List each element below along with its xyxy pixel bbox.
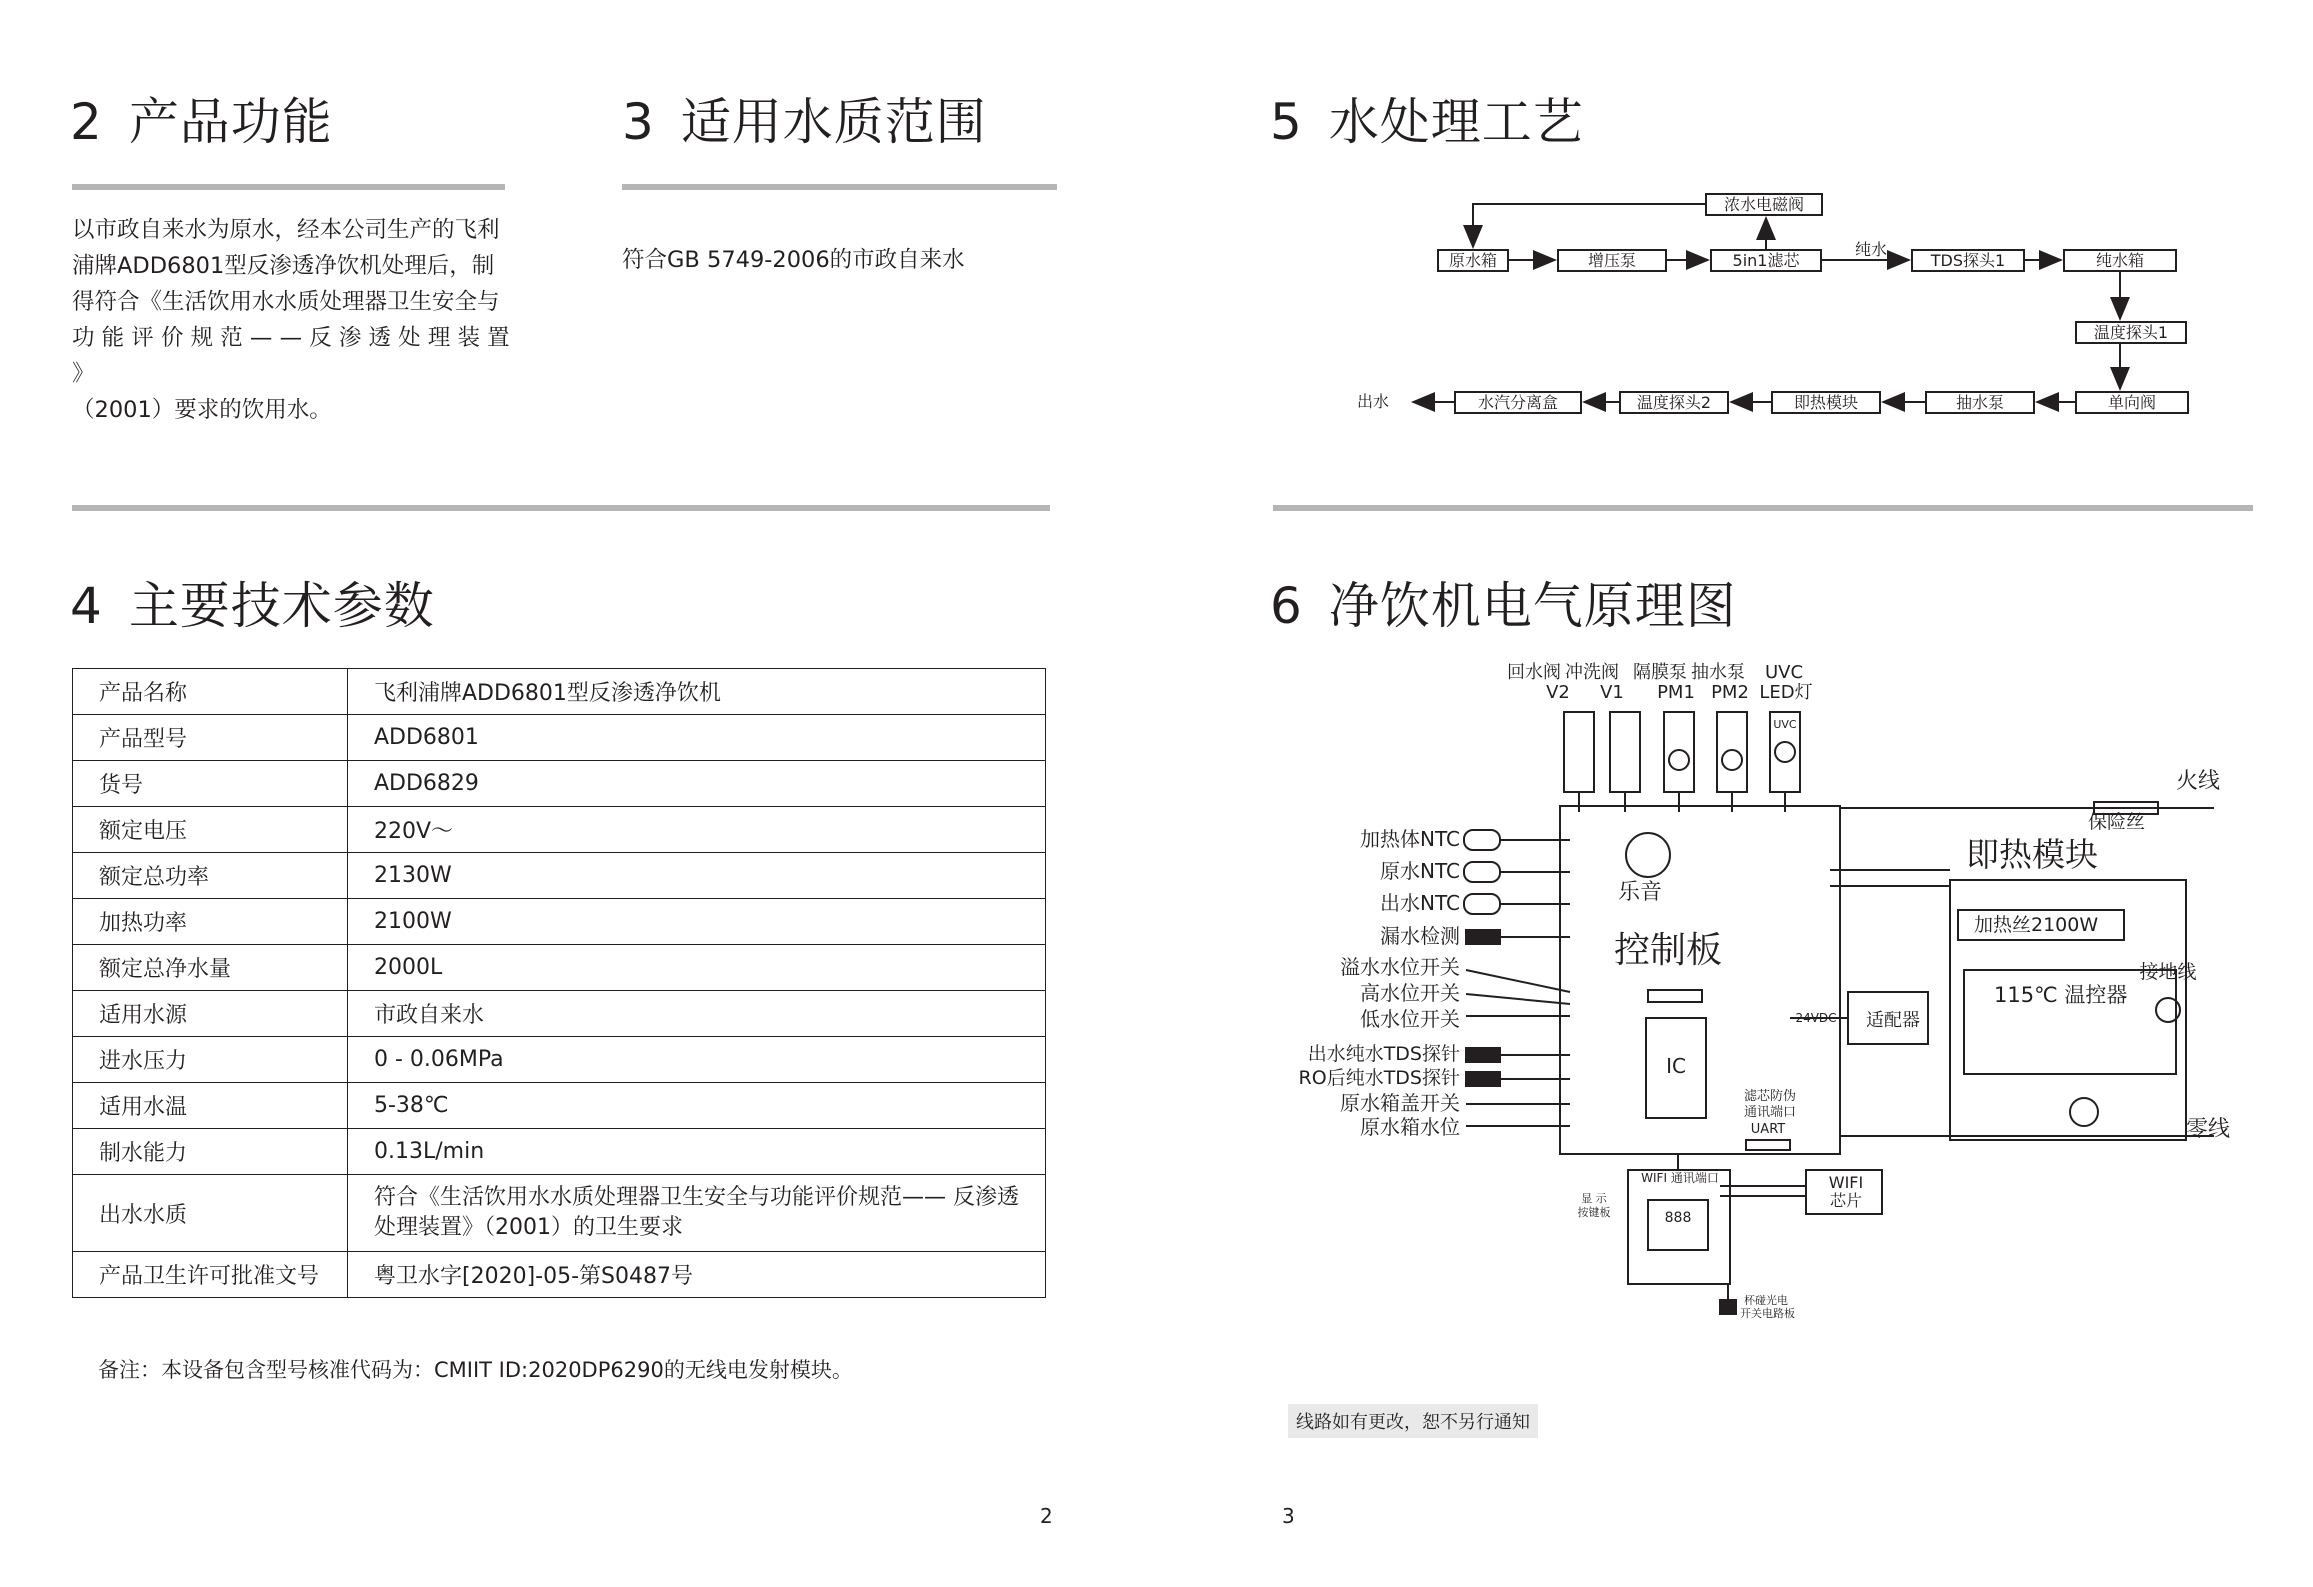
flow-label: 单向阀 [2107,393,2157,412]
section-title: 产品功能 [128,93,333,151]
flow-label: 纯水箱 [2095,251,2145,270]
section-number: 6 [1270,577,1303,635]
flow-labels [1357,195,2168,412]
spec-value: 市政自来水 [348,991,1046,1037]
paragraph-line: （2001）要求的饮用水。 [72,397,332,423]
flow-label: 抽水泵 [1955,393,2005,412]
divider-rule [1273,505,2253,511]
circuit-label: 115℃ 温控器 [1994,983,2128,1007]
paragraph-line: 得符合《生活饮用水水质处理器卫生安全与 [72,289,500,315]
circuit-label: 通讯端口 [1743,1105,1797,1120]
circuit-label: 滤芯防伪 [1743,1089,1797,1104]
flow-label: 出水 [1356,392,1390,411]
section-number: 3 [622,93,655,151]
switch-wire [1466,970,1570,992]
circuit-label: 加热体NTC [1360,827,1460,851]
flow-arrow-return [1473,204,1706,247]
flow-label: 5in1滤芯 [1732,251,1800,270]
circuit-label: UVC [1764,662,1804,683]
circuit-label: 888 [1664,1210,1692,1226]
page-number: 3 [1282,1504,1295,1528]
circuit-label: 原水箱水位 [1360,1115,1460,1139]
circuit-label: WIFI 通讯端口 [1641,1171,1719,1185]
spec-key: 产品型号 [73,715,348,761]
speaker-icon [1626,833,1670,877]
circuit-label: 溢水水位开关 [1340,955,1460,979]
circuit-label: 回水阀 [1507,662,1561,683]
circuit-label: 保险丝 [2088,811,2146,833]
spec-key: 额定总功率 [73,853,348,899]
section-3-text: 符合GB 5749-2006的市政自来水 [622,247,965,273]
water-process-flowchart [1413,194,2188,413]
circuit-label: 乐音 [1617,880,1663,905]
circuit-label: 隔膜泵 [1633,662,1687,683]
cup-sensor-board [1720,1300,1736,1314]
spec-value: 2000L [348,945,1046,991]
circuit-label: 漏水检测 [1380,924,1460,948]
circuit-label: 杯碰光电 [1744,1294,1788,1307]
paragraph-line: 以市政自来水为原水，经本公司生产的飞利 [72,217,500,243]
circuit-label: UVC [1773,718,1797,731]
circuit-label: UART [1750,1122,1786,1137]
spec-value: 粤卫水字[2020]-05-第S0487号 [348,1252,1046,1298]
paragraph-line: 功 能 评 价 规 范 — — 反 渗 透 处 理 装 置 》 [72,325,510,387]
circuit-label: 原水箱盖开关 [1340,1091,1460,1115]
flow-label: 纯水 [1854,240,1888,259]
circuit-label: 按键板 [1577,1206,1611,1219]
flow-label: 水汽分离盒 [1477,393,1559,412]
tds-probe [1466,1072,1500,1086]
circuit-label: 适配器 [1866,1010,1920,1031]
circuit-label: IC [1666,1054,1686,1078]
spec-value: 0.13L/min [348,1129,1046,1175]
circuit-label: 开关电路板 [1740,1307,1795,1320]
circuit-label: RO后纯水TDS探针 [1298,1067,1460,1089]
diaphragm-pump-pm1 [1664,712,1694,792]
spec-key: 进水压力 [73,1037,348,1083]
spec-value: 220V～ [348,807,1046,853]
spec-key: 产品名称 [73,669,348,715]
paragraph-line: 浦牌ADD6801型反渗透净饮机处理后，制 [72,253,495,279]
circuit-label: 出水纯水TDS探针 [1307,1043,1460,1065]
circuit-label: V2 [1546,682,1570,703]
ntc-sensor [1464,894,1500,914]
spec-value: ADD6829 [348,761,1046,807]
section-number: 2 [70,93,103,151]
section-number: 5 [1270,93,1303,151]
spec-value: 5-38℃ [348,1083,1046,1129]
circuit-label: 原水NTC [1380,859,1460,883]
section-title: 水处理工艺 [1328,93,1584,151]
spec-key: 货号 [73,761,348,807]
circuit-label: 冲洗阀 [1565,662,1619,683]
spec-key: 制水能力 [73,1129,348,1175]
display-key-board [1628,1170,1730,1284]
flow-label: 温度探头1 [2093,323,2169,342]
control-board [1560,806,1840,1154]
circuit-label: PM2 [1711,682,1749,703]
flow-label: 温度探头2 [1636,393,1712,412]
spec-key: 额定总净水量 [73,945,348,991]
circuit-label: 抽水泵 [1691,662,1745,683]
circuit-label: 显 示 [1581,1192,1607,1205]
circuit-label: 零线 [2186,1117,2231,1142]
flow-label: 即热模块 [1793,393,1859,412]
circuit-label: 火线 [2176,769,2221,794]
flow-label: 浓水电磁阀 [1723,195,1805,214]
circuit-label: V1 [1600,682,1624,703]
circuit-label: 控制板 [1613,930,1723,971]
circuit-label: 低水位开关 [1360,1007,1460,1031]
motor-icon [1722,750,1742,770]
circuit-label: PM1 [1657,682,1695,703]
circuit-label: 接地线 [2139,961,2197,983]
circuit-label: 24VDC [1795,1011,1837,1025]
spec-key: 产品卫生许可批准文号 [73,1252,348,1298]
footnote-box: 线路如有更改，恕不另行通知 [1288,1404,1538,1438]
leak-detector [1466,930,1500,944]
spec-key: 适用水温 [73,1083,348,1129]
flush-valve-v1 [1610,712,1640,792]
flow-label: 原水箱 [1448,251,1498,270]
circuit-label: 即热模块 [1966,835,2098,874]
circuit-label: 出水NTC [1380,891,1460,915]
spec-value: 0 - 0.06MPa [348,1037,1046,1083]
section-6-heading [1270,566,1737,638]
circuit-label: 芯片 [1829,1191,1863,1210]
circuit-label: LED灯 [1759,682,1813,703]
circuit-labels [1299,662,2230,1320]
section-title: 净饮机电气原理图 [1328,577,1737,635]
flow-label: 增压泵 [1587,251,1637,270]
flow-label: TDS探头1 [1930,251,2006,270]
section-number: 4 [70,577,103,635]
uart-connector [1746,1140,1790,1150]
ntc-sensor [1464,830,1500,850]
spec-key: 加热功率 [73,899,348,945]
page-number: 2 [1040,1504,1053,1528]
circuit-label: 加热丝2100W [1974,914,2099,936]
circuit-label: WIFI [1828,1173,1864,1192]
spec-value: 2100W [348,899,1046,945]
section-title: 主要技术参数 [128,577,435,635]
motor-icon [1669,750,1689,770]
spec-value: 2130W [348,853,1046,899]
suction-pump-pm2 [1717,712,1747,792]
return-valve-v2 [1564,712,1594,792]
circuit-diagram [1464,712,2214,1314]
ntc-sensor [1464,862,1500,882]
spec-key: 额定电压 [73,807,348,853]
circuit-label: 高水位开关 [1360,981,1460,1005]
spec-value: ADD6801 [348,715,1046,761]
spec-key: 出水水质 [73,1175,348,1252]
ground-symbol-icon [2070,1098,2098,1126]
switch-wire [1466,994,1570,1004]
spec-value: 飞利浦牌ADD6801型反渗透净饮机 [348,669,1046,715]
spec-key: 适用水源 [73,991,348,1037]
uvc-lamp-icon [1775,742,1795,762]
connector-header [1648,990,1702,1002]
spec-value: 符合《生活饮用水水质处理器卫生安全与功能评价规范—— 反渗透处理装置》（2001）的卫生要求 [348,1175,1046,1252]
spec-note: 备注：本设备包含型号核准代码为：CMIIT ID:2020DP6290的无线电发射模块。 [98,1358,853,1382]
tds-probe [1466,1048,1500,1062]
section-title: 适用水质范围 [680,93,987,151]
